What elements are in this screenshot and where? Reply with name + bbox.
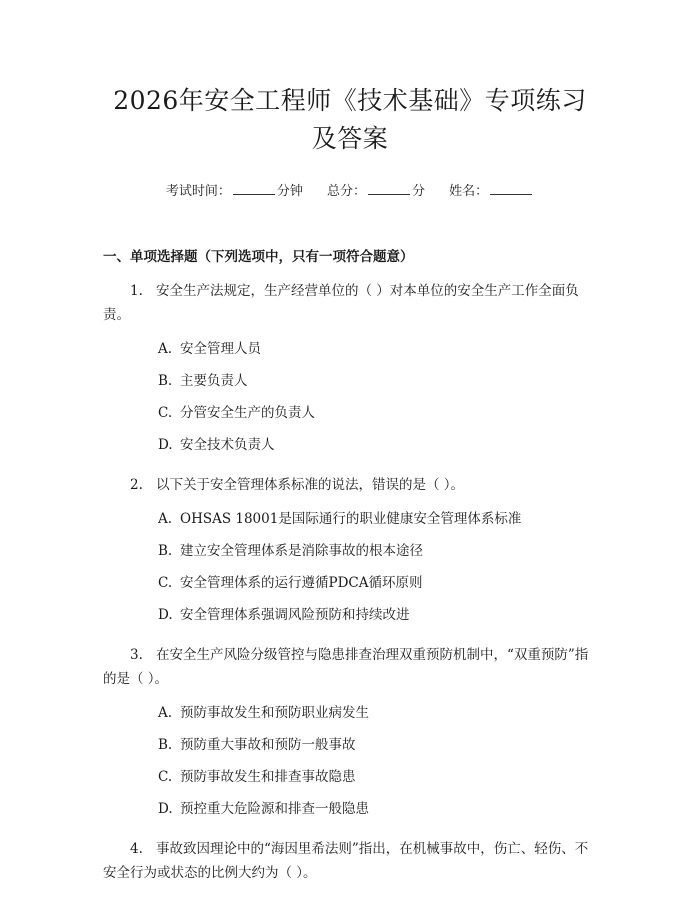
option-text: 分管安全生产的负责人 [180, 405, 315, 421]
option-text: 预防事故发生和排查事故隐患 [180, 769, 356, 785]
option-text: OHSAS 18001是国际通行的职业健康安全管理体系标准 [180, 511, 522, 527]
option-letter: A. [158, 341, 173, 357]
question-text: 在安全生产风险分级管控与隐患排查治理双重预防机制中，“双重预防”指的是（ ）。 [103, 647, 589, 687]
question-number: 3. [130, 647, 143, 663]
name-blank[interactable] [490, 180, 532, 195]
option-text: 安全管理体系的运行遵循PDCA循环原则 [180, 575, 423, 591]
option-c[interactable] [103, 567, 597, 599]
option-text: 建立安全管理体系是消除事故的根本途径 [180, 543, 423, 559]
option-d[interactable] [103, 793, 597, 825]
option-b[interactable] [103, 729, 597, 761]
option-letter: C. [158, 769, 173, 785]
name-label: 姓名： [449, 184, 489, 199]
document-title: 2026年安全工程师《技术基础》专项练习及答案 [113, 86, 587, 153]
option-d[interactable] [103, 599, 597, 631]
question-2-options [103, 503, 597, 631]
option-d[interactable] [103, 429, 597, 461]
total-score-unit: 分 [412, 184, 426, 199]
option-a[interactable] [103, 503, 597, 535]
question-1 [103, 279, 597, 327]
question-text: 以下关于安全管理体系标准的说法，错误的是（ ）。 [156, 477, 465, 493]
option-c[interactable] [103, 761, 597, 793]
option-letter: B. [158, 373, 173, 389]
total-score-field [327, 180, 425, 202]
option-letter: A. [158, 705, 173, 721]
question-3 [103, 643, 597, 691]
question-number: 1. [130, 283, 143, 299]
option-text: 安全管理体系强调风险预防和持续改进 [180, 607, 410, 623]
option-text: 安全管理人员 [180, 341, 261, 357]
option-letter: A. [158, 511, 173, 527]
option-c[interactable] [103, 397, 597, 429]
question-number: 4. [130, 841, 143, 857]
option-letter: C. [158, 575, 173, 591]
option-letter: C. [158, 405, 173, 421]
section-heading: 一、单项选择题（下列选项中，只有一项符合题意） [103, 249, 414, 265]
exam-time-unit: 分钟 [276, 184, 303, 199]
question-number: 2. [130, 477, 143, 493]
option-text: 主要负责人 [180, 373, 248, 389]
option-letter: B. [158, 543, 173, 559]
question-4 [103, 837, 597, 885]
option-text: 预防事故发生和预防职业病发生 [180, 705, 369, 721]
exam-time-blank[interactable] [233, 180, 275, 195]
option-text: 预防重大事故和预防一般事故 [180, 737, 356, 753]
option-letter: D. [158, 607, 173, 623]
exam-time-label: 考试时间： [165, 184, 231, 199]
question-1-options [103, 333, 597, 461]
question-2 [103, 473, 597, 497]
question-3-options [103, 697, 597, 825]
option-b[interactable] [103, 365, 597, 397]
name-field [449, 180, 534, 202]
exam-info [103, 180, 597, 202]
exam-time-field [166, 180, 303, 202]
question-text: 安全生产法规定，生产经营单位的（ ）对本单位的安全生产工作全面负责。 [103, 283, 579, 323]
option-b[interactable] [103, 535, 597, 567]
option-a[interactable] [103, 333, 597, 365]
option-letter: B. [158, 737, 173, 753]
option-letter: D. [158, 801, 173, 817]
option-a[interactable] [103, 697, 597, 729]
total-score-label: 总分： [326, 184, 366, 199]
question-text: 事故致因理论中的“海因里希法则”指出，在机械事故中，伤亡、轻伤、不安全行为或状态的比例大约为（ ）。 [103, 841, 589, 881]
total-score-blank[interactable] [368, 180, 410, 195]
option-text: 预控重大危险源和排查一般隐患 [180, 801, 369, 817]
option-text: 安全技术负责人 [180, 437, 275, 453]
option-letter: D. [158, 437, 173, 453]
